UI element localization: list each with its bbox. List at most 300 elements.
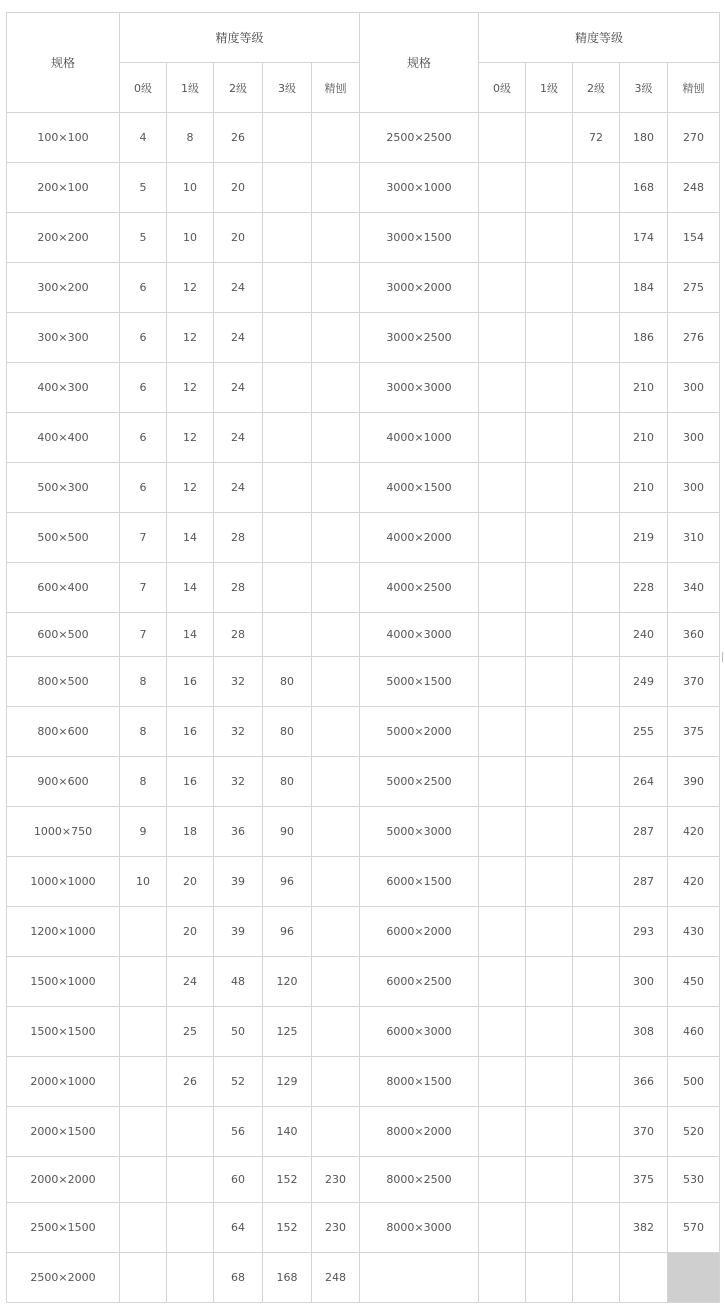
value-cell-left: 6 <box>120 313 167 363</box>
value-cell-right <box>573 1203 620 1253</box>
value-cell-right <box>479 263 526 313</box>
value-cell-left <box>167 1157 214 1203</box>
value-cell-left: 90 <box>263 807 312 857</box>
table-row <box>7 563 720 613</box>
value-cell-left: 20 <box>214 163 263 213</box>
value-cell-left: 39 <box>214 857 263 907</box>
value-cell-right <box>479 1253 526 1303</box>
value-cell-right <box>573 313 620 363</box>
value-cell-right <box>526 1253 573 1303</box>
value-cell-left <box>120 1157 167 1203</box>
spec-cell-right: 4000×1000 <box>360 413 479 463</box>
value-cell-right: 240 <box>620 613 668 657</box>
value-cell-right <box>573 513 620 563</box>
value-cell-right <box>526 1157 573 1203</box>
value-cell-left <box>312 1007 360 1057</box>
value-cell-right: 168 <box>620 163 668 213</box>
value-cell-right <box>668 1253 720 1303</box>
value-cell-right <box>573 1007 620 1057</box>
spec-cell-right: 5000×2000 <box>360 707 479 757</box>
value-cell-right <box>573 707 620 757</box>
grade-1-header-right: 1级 <box>526 63 573 113</box>
value-cell-left: 10 <box>120 857 167 907</box>
value-cell-left: 80 <box>263 657 312 707</box>
spec-cell-left: 200×100 <box>7 163 120 213</box>
spec-cell-left: 300×300 <box>7 313 120 363</box>
value-cell-left: 32 <box>214 757 263 807</box>
spec-cell-right: 4000×1500 <box>360 463 479 513</box>
value-cell-right: 154 <box>668 213 720 263</box>
value-cell-right <box>526 113 573 163</box>
value-cell-left: 12 <box>167 463 214 513</box>
spec-cell-right: 3000×3000 <box>360 363 479 413</box>
value-cell-left: 8 <box>120 657 167 707</box>
table-body <box>7 113 720 1303</box>
spec-cell-left: 900×600 <box>7 757 120 807</box>
table-row <box>7 857 720 907</box>
spec-cell-left: 800×500 <box>7 657 120 707</box>
value-cell-right <box>620 1253 668 1303</box>
value-cell-left <box>120 957 167 1007</box>
value-cell-right: 293 <box>620 907 668 957</box>
value-cell-right <box>526 807 573 857</box>
value-cell-right <box>573 463 620 513</box>
value-cell-left <box>312 857 360 907</box>
value-cell-right: 308 <box>620 1007 668 1057</box>
value-cell-left <box>312 1057 360 1107</box>
spec-cell-left: 300×200 <box>7 263 120 313</box>
value-cell-left: 24 <box>167 957 214 1007</box>
value-cell-left: 24 <box>214 363 263 413</box>
value-cell-left <box>312 1107 360 1157</box>
value-cell-left <box>312 757 360 807</box>
value-cell-right <box>479 1203 526 1253</box>
value-cell-right <box>479 807 526 857</box>
value-cell-left: 168 <box>263 1253 312 1303</box>
value-cell-right: 72 <box>573 113 620 163</box>
value-cell-left: 6 <box>120 413 167 463</box>
spec-cell-right: 5000×3000 <box>360 807 479 857</box>
value-cell-right <box>479 957 526 1007</box>
spec-cell-right: 8000×2500 <box>360 1157 479 1203</box>
spec-cell-left: 1200×1000 <box>7 907 120 957</box>
spec-cell-left: 800×600 <box>7 707 120 757</box>
value-cell-left <box>312 113 360 163</box>
spec-header: 规格 <box>7 13 120 113</box>
value-cell-left: 8 <box>167 113 214 163</box>
value-cell-left: 50 <box>214 1007 263 1057</box>
value-cell-left: 14 <box>167 613 214 657</box>
value-cell-right <box>573 563 620 613</box>
value-cell-right <box>526 513 573 563</box>
spec-cell-right: 3000×2000 <box>360 263 479 313</box>
value-cell-right <box>573 807 620 857</box>
table-row <box>7 513 720 563</box>
table-row <box>7 613 720 657</box>
value-cell-left: 125 <box>263 1007 312 1057</box>
value-cell-left: 8 <box>120 757 167 807</box>
value-cell-right <box>479 1107 526 1157</box>
value-cell-right <box>479 463 526 513</box>
value-cell-left: 80 <box>263 757 312 807</box>
value-cell-left: 32 <box>214 657 263 707</box>
value-cell-left <box>263 263 312 313</box>
value-cell-left: 14 <box>167 563 214 613</box>
value-cell-left: 26 <box>214 113 263 163</box>
spec-cell-left: 600×500 <box>7 613 120 657</box>
value-cell-right <box>479 163 526 213</box>
value-cell-right: 210 <box>620 363 668 413</box>
value-cell-right <box>526 907 573 957</box>
value-cell-left: 230 <box>312 1203 360 1253</box>
spec-cell-left: 1500×1000 <box>7 957 120 1007</box>
value-cell-right <box>573 213 620 263</box>
value-cell-right: 255 <box>620 707 668 757</box>
value-cell-left: 129 <box>263 1057 312 1107</box>
value-cell-right <box>526 757 573 807</box>
value-cell-left: 39 <box>214 907 263 957</box>
value-cell-right <box>479 1057 526 1107</box>
value-cell-right <box>479 757 526 807</box>
value-cell-right <box>573 263 620 313</box>
spec-cell-left: 600×400 <box>7 563 120 613</box>
value-cell-right: 276 <box>668 313 720 363</box>
value-cell-right: 248 <box>668 163 720 213</box>
table-row <box>7 707 720 757</box>
value-cell-left: 36 <box>214 807 263 857</box>
value-cell-left <box>312 907 360 957</box>
value-cell-left: 5 <box>120 163 167 213</box>
value-cell-right <box>526 413 573 463</box>
value-cell-left: 7 <box>120 513 167 563</box>
value-cell-left: 32 <box>214 707 263 757</box>
value-cell-right <box>573 163 620 213</box>
value-cell-right: 430 <box>668 907 720 957</box>
table-row <box>7 363 720 413</box>
value-cell-right <box>573 907 620 957</box>
value-cell-right: 249 <box>620 657 668 707</box>
spec-cell-right: 3000×1500 <box>360 213 479 263</box>
value-cell-right: 375 <box>620 1157 668 1203</box>
value-cell-right: 186 <box>620 313 668 363</box>
value-cell-right <box>526 857 573 907</box>
value-cell-left: 14 <box>167 513 214 563</box>
value-cell-right <box>526 1007 573 1057</box>
value-cell-right <box>573 957 620 1007</box>
spec-cell-left: 500×500 <box>7 513 120 563</box>
value-cell-right: 420 <box>668 807 720 857</box>
value-cell-left <box>312 363 360 413</box>
table-row <box>7 1007 720 1057</box>
value-cell-left: 12 <box>167 263 214 313</box>
table-row <box>7 213 720 263</box>
grade-2-header: 2级 <box>214 63 263 113</box>
spec-cell-left: 1500×1500 <box>7 1007 120 1057</box>
table-row <box>7 463 720 513</box>
spec-cell-right: 4000×3000 <box>360 613 479 657</box>
table-row <box>7 757 720 807</box>
value-cell-right <box>479 113 526 163</box>
spec-cell-left: 200×200 <box>7 213 120 263</box>
value-cell-right: 420 <box>668 857 720 907</box>
value-cell-left: 18 <box>167 807 214 857</box>
grade-0-header-right: 0级 <box>479 63 526 113</box>
table-row <box>7 1107 720 1157</box>
value-cell-right <box>479 707 526 757</box>
spec-cell-right: 3000×2500 <box>360 313 479 363</box>
value-cell-left: 6 <box>120 463 167 513</box>
value-cell-right <box>479 907 526 957</box>
value-cell-left: 10 <box>167 213 214 263</box>
value-cell-right <box>526 657 573 707</box>
value-cell-left: 80 <box>263 707 312 757</box>
value-cell-right <box>526 263 573 313</box>
value-cell-right: 340 <box>668 563 720 613</box>
table-row <box>7 263 720 313</box>
value-cell-left <box>120 907 167 957</box>
value-cell-left <box>263 213 312 263</box>
value-cell-left: 24 <box>214 263 263 313</box>
spec-cell-right: 6000×1500 <box>360 857 479 907</box>
spec-cell-right: 5000×2500 <box>360 757 479 807</box>
value-cell-left <box>263 413 312 463</box>
value-cell-right <box>573 757 620 807</box>
value-cell-right <box>573 1253 620 1303</box>
value-cell-right: 180 <box>620 113 668 163</box>
value-cell-right <box>479 857 526 907</box>
value-cell-left <box>263 363 312 413</box>
value-cell-left: 20 <box>167 907 214 957</box>
value-cell-left <box>120 1253 167 1303</box>
table-row <box>7 1157 720 1203</box>
spec-cell-right: 6000×2000 <box>360 907 479 957</box>
value-cell-left: 230 <box>312 1157 360 1203</box>
value-cell-left: 96 <box>263 857 312 907</box>
spec-cell-right: 5000×1500 <box>360 657 479 707</box>
grade-2-header-right: 2级 <box>573 63 620 113</box>
spec-cell-right <box>360 1253 479 1303</box>
table-row <box>7 313 720 363</box>
value-cell-left <box>263 313 312 363</box>
value-cell-right <box>526 463 573 513</box>
value-cell-left <box>263 563 312 613</box>
value-cell-right: 460 <box>668 1007 720 1057</box>
value-cell-right: 210 <box>620 413 668 463</box>
value-cell-right <box>479 363 526 413</box>
table-row <box>7 657 720 707</box>
table-row <box>7 957 720 1007</box>
value-cell-right <box>479 613 526 657</box>
value-cell-left: 60 <box>214 1157 263 1203</box>
table-row <box>7 413 720 463</box>
value-cell-left: 5 <box>120 213 167 263</box>
value-cell-left: 152 <box>263 1203 312 1253</box>
spec-cell-right: 4000×2000 <box>360 513 479 563</box>
spec-cell-right: 4000×2500 <box>360 563 479 613</box>
spec-cell-left: 2000×2000 <box>7 1157 120 1203</box>
value-cell-left: 16 <box>167 757 214 807</box>
spec-table <box>6 12 720 1303</box>
value-cell-left <box>120 1203 167 1253</box>
value-cell-right: 270 <box>668 113 720 163</box>
value-cell-right: 300 <box>668 413 720 463</box>
grade-0-header: 0级 <box>120 63 167 113</box>
value-cell-right <box>479 563 526 613</box>
value-cell-right: 184 <box>620 263 668 313</box>
spec-cell-left: 400×300 <box>7 363 120 413</box>
value-cell-right: 264 <box>620 757 668 807</box>
value-cell-right <box>526 1107 573 1157</box>
value-cell-right: 300 <box>668 463 720 513</box>
value-cell-left: 68 <box>214 1253 263 1303</box>
value-cell-right <box>479 1007 526 1057</box>
table-row <box>7 807 720 857</box>
spec-cell-right: 8000×1500 <box>360 1057 479 1107</box>
spec-cell-left: 500×300 <box>7 463 120 513</box>
table-row <box>7 163 720 213</box>
value-cell-left: 52 <box>214 1057 263 1107</box>
value-cell-right: 375 <box>668 707 720 757</box>
value-cell-left <box>312 213 360 263</box>
spec-cell-left: 2500×2000 <box>7 1253 120 1303</box>
value-cell-right: 275 <box>668 263 720 313</box>
spec-cell-left: 1000×1000 <box>7 857 120 907</box>
value-cell-left: 25 <box>167 1007 214 1057</box>
value-cell-left: 6 <box>120 363 167 413</box>
spec-cell-left: 2500×1500 <box>7 1203 120 1253</box>
spec-cell-left: 1000×750 <box>7 807 120 857</box>
spec-cell-left: 2000×1500 <box>7 1107 120 1157</box>
value-cell-left: 96 <box>263 907 312 957</box>
value-cell-right <box>479 1157 526 1203</box>
value-cell-left: 12 <box>167 413 214 463</box>
value-cell-left <box>312 613 360 657</box>
value-cell-left: 20 <box>167 857 214 907</box>
spec-cell-left: 100×100 <box>7 113 120 163</box>
value-cell-left: 20 <box>214 213 263 263</box>
value-cell-right: 570 <box>668 1203 720 1253</box>
spec-cell-right: 2500×2500 <box>360 113 479 163</box>
value-cell-right <box>526 707 573 757</box>
spec-cell-right: 3000×1000 <box>360 163 479 213</box>
grade-fine-header: 精刨 <box>312 63 360 113</box>
value-cell-left: 9 <box>120 807 167 857</box>
value-cell-left <box>120 1007 167 1057</box>
value-cell-left <box>167 1107 214 1157</box>
table-row <box>7 113 720 163</box>
grade-1-header: 1级 <box>167 63 214 113</box>
value-cell-right: 174 <box>620 213 668 263</box>
grade-3-header-right: 3级 <box>620 63 668 113</box>
value-cell-right: 450 <box>668 957 720 1007</box>
value-cell-right <box>573 1057 620 1107</box>
value-cell-right <box>526 163 573 213</box>
table-row <box>7 1203 720 1253</box>
value-cell-left: 16 <box>167 657 214 707</box>
table-row <box>7 1253 720 1303</box>
value-cell-right <box>573 363 620 413</box>
value-cell-left: 4 <box>120 113 167 163</box>
value-cell-left <box>312 563 360 613</box>
grade-3-header: 3级 <box>263 63 312 113</box>
value-cell-left <box>167 1253 214 1303</box>
value-cell-right <box>526 363 573 413</box>
spec-cell-right: 6000×2500 <box>360 957 479 1007</box>
value-cell-left: 26 <box>167 1057 214 1107</box>
header-row-top <box>7 13 720 63</box>
spec-cell-right: 8000×3000 <box>360 1203 479 1253</box>
value-cell-right <box>526 957 573 1007</box>
value-cell-right: 370 <box>620 1107 668 1157</box>
value-cell-right: 360 <box>668 613 720 657</box>
value-cell-left: 8 <box>120 707 167 757</box>
value-cell-right <box>479 513 526 563</box>
value-cell-left <box>263 463 312 513</box>
value-cell-left <box>263 113 312 163</box>
value-cell-left <box>312 957 360 1007</box>
value-cell-left: 28 <box>214 563 263 613</box>
value-cell-right <box>573 657 620 707</box>
value-cell-left: 16 <box>167 707 214 757</box>
value-cell-left: 24 <box>214 313 263 363</box>
value-cell-left: 7 <box>120 563 167 613</box>
value-cell-left: 140 <box>263 1107 312 1157</box>
value-cell-right: 370 <box>668 657 720 707</box>
value-cell-left: 56 <box>214 1107 263 1157</box>
spec-cell-right: 6000×3000 <box>360 1007 479 1057</box>
value-cell-left <box>120 1107 167 1157</box>
value-cell-left <box>263 163 312 213</box>
value-cell-right: 287 <box>620 807 668 857</box>
value-cell-right <box>573 1107 620 1157</box>
value-cell-left <box>167 1203 214 1253</box>
value-cell-right <box>526 313 573 363</box>
value-cell-right: 500 <box>668 1057 720 1107</box>
table-row <box>7 907 720 957</box>
value-cell-right <box>479 313 526 363</box>
value-cell-left <box>312 513 360 563</box>
value-cell-right: 382 <box>620 1203 668 1253</box>
value-cell-right: 300 <box>620 957 668 1007</box>
value-cell-right: 530 <box>668 1157 720 1203</box>
value-cell-left <box>120 1057 167 1107</box>
value-cell-left: 248 <box>312 1253 360 1303</box>
value-cell-left <box>263 513 312 563</box>
spec-cell-right: 8000×2000 <box>360 1107 479 1157</box>
value-cell-right <box>526 1057 573 1107</box>
table-row <box>7 1057 720 1107</box>
value-cell-left: 48 <box>214 957 263 1007</box>
value-cell-right: 300 <box>668 363 720 413</box>
value-cell-right <box>573 1157 620 1203</box>
value-cell-left: 12 <box>167 363 214 413</box>
value-cell-left <box>312 413 360 463</box>
value-cell-left: 28 <box>214 613 263 657</box>
value-cell-right <box>573 857 620 907</box>
value-cell-right: 287 <box>620 857 668 907</box>
value-cell-left: 12 <box>167 313 214 363</box>
spec-cell-left: 400×400 <box>7 413 120 463</box>
value-cell-right <box>526 613 573 657</box>
value-cell-right: 520 <box>668 1107 720 1157</box>
grade-fine-header-right: 精刨 <box>668 63 720 113</box>
spec-header-right: 规格 <box>360 13 479 113</box>
value-cell-left: 24 <box>214 463 263 513</box>
value-cell-right: 390 <box>668 757 720 807</box>
spec-cell-left: 2000×1000 <box>7 1057 120 1107</box>
value-cell-left <box>312 463 360 513</box>
value-cell-right: 228 <box>620 563 668 613</box>
